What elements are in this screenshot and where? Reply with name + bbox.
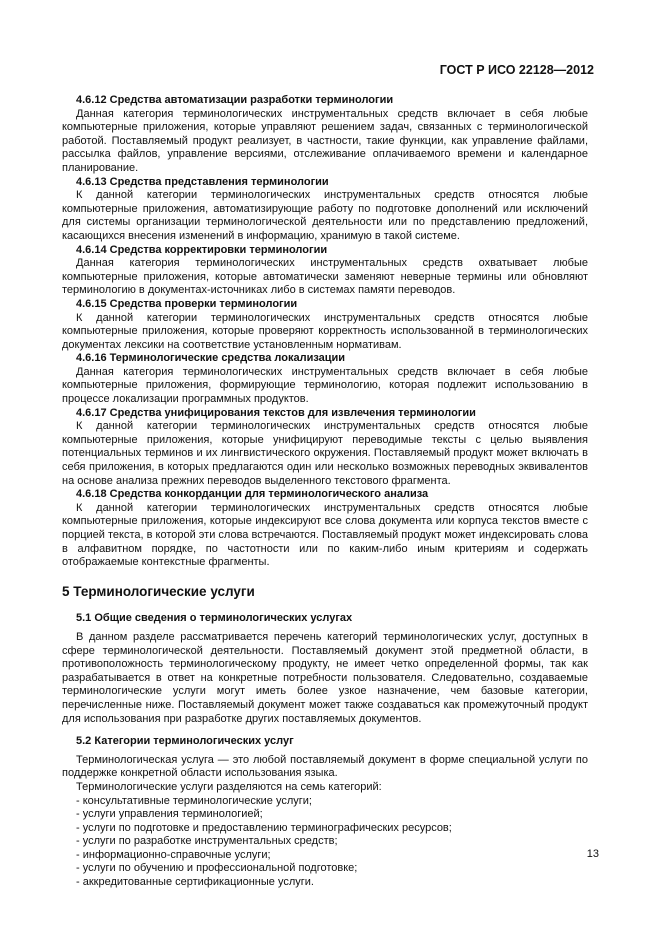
section-5-1-paragraph: В данном разделе рассматривается перечень категорий терминологических услуг, доступных в сфере терминологической деятельности. Поставляемый документ этой предметной области, в противоположность терминологическому продукту, не имеет четко определенной формы, так как разрабатывается в ответ на конкретные потребности пользователя. Следовательно, создаваемые терминологические услуги могут иметь более узкое назначение, чем базовые категории, перечисленные ниже. Поставляемый документ может также создаваться как промежуточный продукт для использования при разработке других поставляемых документов. [62,630,588,725]
list-item: - консультативные терминологические услуги; [76,794,312,807]
chapter-5-title: 5 Терминологические услуги [62,583,255,599]
section-4-6-18 [62,488,588,570]
list-item: - услуги по обучению и профессиональной подготовке; [76,862,358,875]
section-heading: 4.6.18 Средства конкорданции для терминологического анализа [76,488,429,501]
page-number: 13 [586,848,599,860]
section-5-1-heading: 5.1 Общие сведения о терминологических услугах [76,612,353,625]
list-item: - услуги управления терминологией; [76,808,263,821]
section-4-6-14 [62,244,588,298]
list-item: - услуги по разработке инструментальных средств; [76,835,338,848]
document-id-header: ГОСТ Р ИСО 22128—2012 [439,63,594,77]
list-item: - аккредитованные сертификационные услуги. [76,876,314,889]
section-paragraph: Данная категория терминологических инструментальных средств охватывает любые компьютерные приложения, которые автоматически заменяют неверные термины или обновляют терминологию в документах-источниках либо в системах памяти переводов. [62,257,588,297]
section-5-2-heading: 5.2 Категории терминологических услуг [76,735,294,748]
section-heading: 4.6.15 Средства проверки терминологии [76,297,298,310]
section-paragraph: К данной категории терминологических инструментальных средств относятся любые компьютерные приложения, которые унифицируют переводимые тексты с целью выявления потенциальных терминов и их лингвистического окружения. Поставляемый продукт может включать в себя приложения, в которых предлагаются один или несколько возможных переводных эквивалентов на основе анализа прежних переводов выделенного текстового фрагмента. [62,420,588,487]
section-heading: 4.6.14 Средства корректировки терминологии [76,243,328,256]
section-paragraph: Данная категория терминологических инструментальных средств включает в себя любые компьютерные приложения, формирующие терминологию, которая подлежит использованию в процессе локализации программных продуктов. [62,365,588,406]
section-5-2-paragraph: Терминологическая услуга — это любой поставляемый документ в форме специальной услуги по поддержке конкретной области использования языка. [62,753,588,780]
section-heading: 4.6.16 Терминологические средства локализации [76,352,346,365]
section-4-6-12 [62,94,588,176]
section-paragraph: К данной категории терминологических инструментальных средств относятся любые компьютерные приложения, которые проверяют корректность использованной в терминологических документах лексики на соответствие установленным нормативам. [62,311,588,351]
section-paragraph: Данная категория терминологических инструментальных средств включает в себя любые компьютерные приложения, которые управляют решением задач, связанных с терминологической работой. Поставляемый продукт реализует, в частности, такие функции, как управление файлами, рассылка файлов, управление версиями, отслеживание оплачиваемого времени и календарное планирование. [62,107,588,174]
list-item: - услуги по подготовке и предоставлению терминографических ресурсов; [76,821,452,834]
section-paragraph: К данной категории терминологических инструментальных средств относятся любые компьютерные приложения, автоматизирующие работу по подготовке дополнений или исключений для системы организации терминологической деятельности или по представлению предложений, касающихся внесения изменений в информацию, хранимую в такой системе. [62,189,588,242]
list-item: - информационно-справочные услуги; [76,848,271,861]
section-heading: 4.6.12 Средства автоматизации разработки терминологии [76,94,394,106]
service-categories-list [62,795,588,890]
section-heading: 4.6.17 Средства унифицирования текстов для извлечения терминологии [76,406,476,419]
section-4-6-13 [62,176,588,244]
section-paragraph: К данной категории терминологических инструментальных средств относятся любые компьютерные приложения, которые индексируют все слова документа или корпуса текстов вместе с порцией текста, в которой эти слова встречаются. Поставляемый продукт может индексировать слова в алфавитном порядке, по частотности или по каким-либо иным критериям и содержать отображаемые контекстные фрагменты. [62,501,588,569]
section-4-6-15 [62,298,588,352]
section-4-6-17 [62,407,588,489]
section-5-2-intro: Терминологические услуги разделяются на семь категорий: [76,780,382,793]
section-heading: 4.6.13 Средства представления терминологии [76,175,329,188]
page-content [62,94,588,890]
section-4-6-16 [62,352,588,406]
